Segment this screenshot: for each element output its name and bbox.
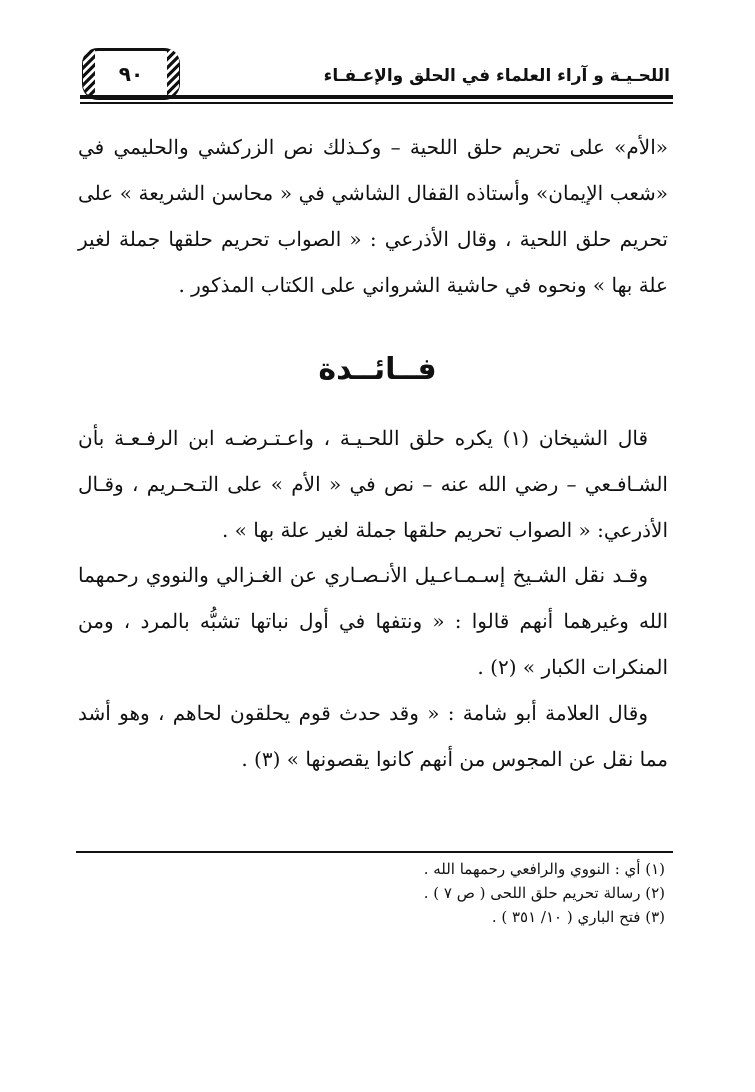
footnote-2: (٢) رسالة تحريم حلق اللحى ( ص ٧ ) . bbox=[423, 884, 665, 902]
body-paragraph-2: قال الشيخان (١) يكره حلق اللحـيـة ، واعـتـرضـه ابن الرفـعـة بأن الشـافـعي – رضي الله عنه – نص في « الأم » على التـحـريم ، وقـال الأذرعي: « الصواب تحريم حلقها جملة لغير علة بها » . bbox=[78, 426, 668, 542]
page-number-frame bbox=[82, 48, 180, 100]
running-header-title: اللحـيـة و آراء العلماء في الحلق والإعـفـاء bbox=[323, 66, 670, 86]
footnote-3: (٣) فتح الباري ( ١٠/ ٣٥١ ) . bbox=[491, 908, 665, 926]
section-heading: فــائــدة bbox=[318, 352, 437, 387]
body-paragraph-1: «الأم» على تحريم حلق اللحية – وكـذلك نص الزركشي والحليمي في «شعب الإيمان» وأستاذه القفال الشاشي في « محاسن الشريعة » على تحريم حلق اللحية ، وقال الأذرعي : « الصواب تحريم حلقها جملة لغير علة بها » ونحوه في حاشية الشرواني على الكتاب المذكور . bbox=[78, 135, 668, 297]
footnote-1: (١) أي : النووي والرافعي رحمهما الله . bbox=[423, 860, 665, 878]
header-rule-thin bbox=[80, 102, 673, 104]
header-rule-thick bbox=[80, 95, 673, 99]
footnote-separator bbox=[76, 851, 673, 853]
page-number: ٩٠ bbox=[118, 62, 144, 86]
body-paragraph-3: وقـد نقل الشـيخ إسـمـاعـيل الأنـصـاري عن الغـزالي والنووي رحمهما الله وغيرهما أنهم قالوا : « ونتفها في أول نباتها تشبُّه بالمرد ، ومن المنكرات الكبار » (٢) . bbox=[78, 563, 668, 679]
footnotes bbox=[105, 857, 665, 929]
body-paragraph-4: وقال العلامة أبو شامة : « وقد حدث قوم يحلقون لحاهم ، وهو أشد مما نقل عن المجوس من أنهم كانوا يقصونها » (٣) . bbox=[78, 701, 668, 771]
